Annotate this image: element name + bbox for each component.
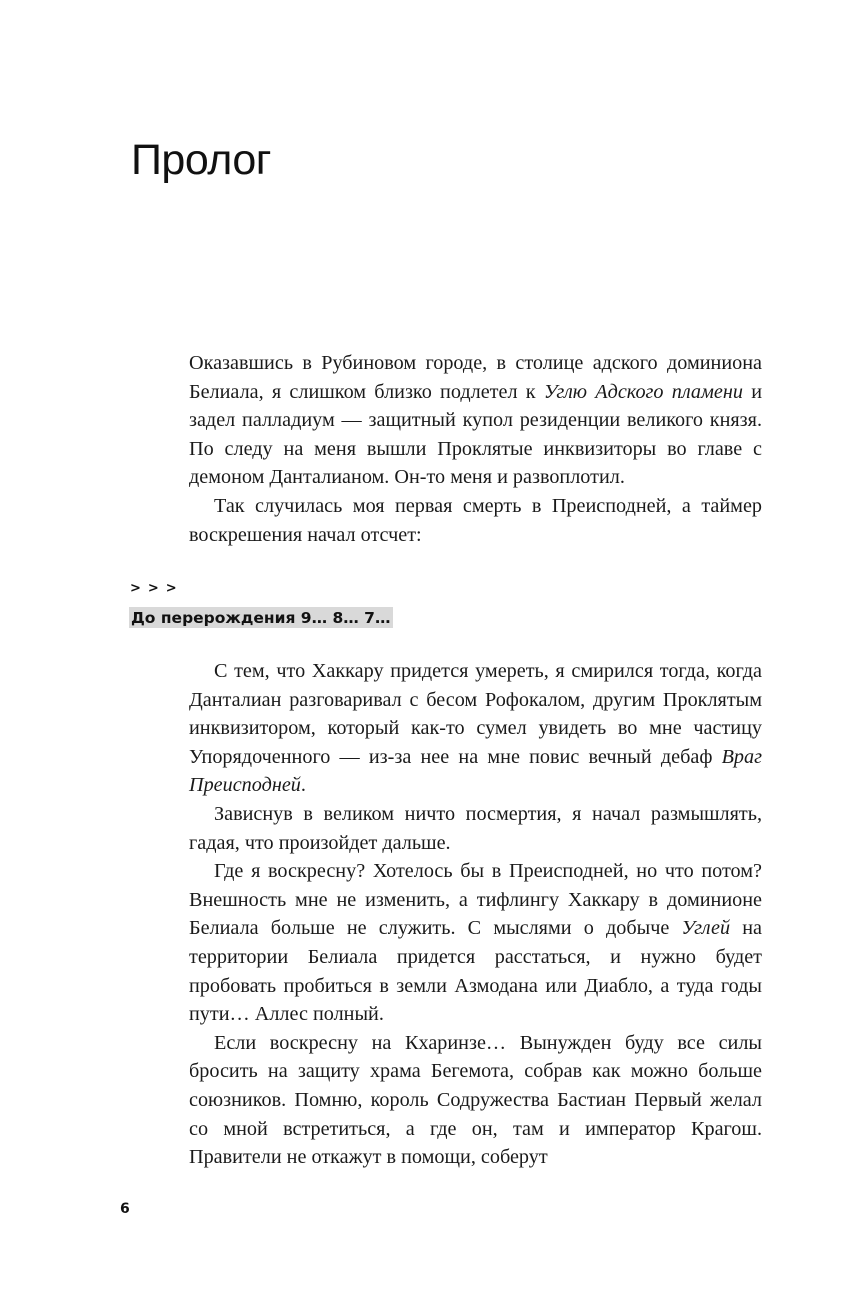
paragraph-text: .: [300, 774, 306, 797]
paragraph-text: на территории Белиала придется расстаться, и нужно будет пробовать пробиться в земли Азмодана или Диабло, а туда годы пути… Аллес полный.: [189, 917, 763, 1026]
paragraph: [189, 657, 762, 800]
system-message: До перерождения 9… 8… 7…: [129, 607, 393, 628]
paragraph: [189, 857, 762, 1029]
chapter-title: Пролог: [131, 136, 271, 184]
text-block-2: [189, 657, 762, 1172]
paragraph-text: Где я воскресну? Хотелось бы в Преисподней, но что потом? Внешность мне не изменить, а тифлингу Хаккару в доминионе Белиала больше не служить. С мыслями о добыче: [189, 860, 762, 940]
paragraph-text: Оказавшись в Рубиновом городе, в столице адского доминиона Белиала, я слишком близко подлетел к: [189, 352, 762, 403]
italic-term: Углей: [681, 917, 731, 940]
system-message-chevrons: >>>: [130, 581, 184, 596]
paragraph: Так случилась моя первая смерть в Преисподней, а таймер воскрешения начал отсчет:: [189, 494, 762, 546]
paragraph: Если воскресну на Кхаринзе… Вынужден буду все силы бросить на защиту храма Бегемота, собрав как можно больше союзников. Помню, король Содружества Бастиан Первый желал со мной встретиться, а где он, там и император Крагош. Правители не откажут в помощи, соберут: [189, 1031, 762, 1169]
italic-term: Враг Преисподней: [189, 745, 762, 797]
text-block-1: [189, 349, 762, 549]
paragraph: [189, 349, 762, 492]
paragraph-text: и задел палладиум — защитный купол резиденции великого князя. По следу на меня вышли Проклятые инквизиторы во главе с демоном Данталианом. Он-то меня и развоплотил.: [189, 380, 762, 489]
paragraph-text: С тем, что Хаккару придется умереть, я смирился тогда, когда Данталиан разговаривал с бесом Рофокалом, другим Проклятым инквизитором, который как-то сумел увидеть во мне частицу Упорядоченного — из-за нее на мне повис вечный дебаф: [189, 660, 762, 768]
paragraph: Зависнув в великом ничто посмертия, я начал размышлять, гадая, что произойдет дальше.: [189, 802, 762, 854]
page-number: 6: [120, 1201, 130, 1217]
italic-term: Углю Адского пламени: [543, 380, 743, 403]
